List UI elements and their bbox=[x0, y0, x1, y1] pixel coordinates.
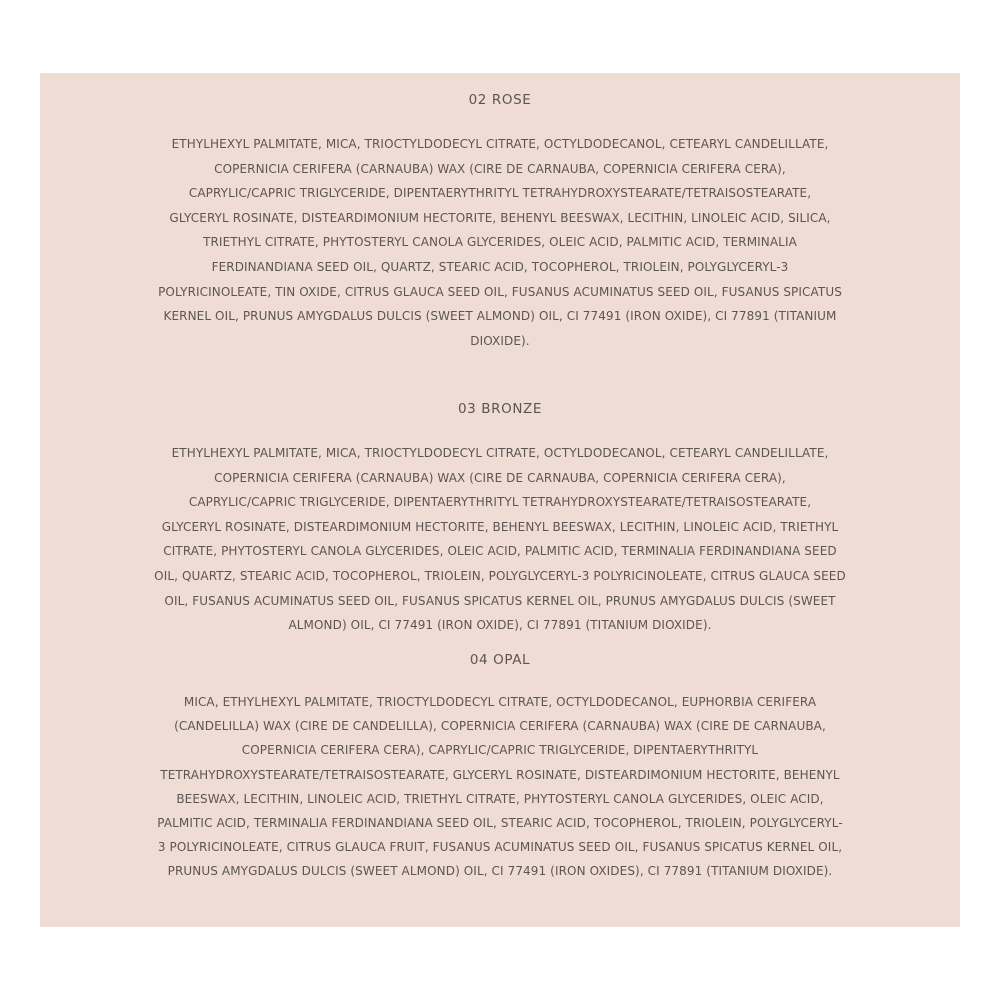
ingredient-line: GLYCERYL ROSINATE, DISTEARDIMONIUM HECTORITE, BEHENYL BEESWAX, LECITHIN, LINOLEIC ACID, SILICA, bbox=[169, 210, 831, 225]
ingredients-panel bbox=[40, 73, 960, 927]
shade-section-bronze bbox=[40, 399, 960, 638]
ingredient-line: DIOXIDE). bbox=[470, 333, 530, 348]
ingredient-line: GLYCERYL ROSINATE, DISTEARDIMONIUM HECTORITE, BEHENYL BEESWAX, LECITHIN, LINOLEIC ACID, TRIETHYL bbox=[161, 519, 839, 534]
ingredient-line: ETHYLHEXYL PALMITATE, MICA, TRIOCTYLDODECYL CITRATE, OCTYLDODECANOL, CETEARYL CANDELILLATE, bbox=[171, 446, 829, 460]
ingredient-list bbox=[40, 441, 960, 638]
ingredient-line: PRUNUS AMYGDALUS DULCIS (SWEET ALMOND) OIL, CI 77491 (IRON OXIDES), CI 77891 (TITANIUM DIOXIDE). bbox=[167, 864, 833, 879]
ingredient-line: 3 POLYRICINOLEATE, CITRUS GLAUCA FRUIT, FUSANUS ACUMINATUS SEED OIL, FUSANUS SPICATUS KERNEL OIL, bbox=[157, 840, 843, 855]
shade-title: 02 ROSE bbox=[468, 92, 532, 108]
ingredient-line: TRIETHYL CITRATE, PHYTOSTERYL CANOLA GLYCERIDES, OLEIC ACID, PALMITIC ACID, TERMINALIA bbox=[203, 235, 797, 250]
shade-title: 03 BRONZE bbox=[457, 401, 542, 417]
ingredient-line: OIL, FUSANUS ACUMINATUS SEED OIL, FUSANUS SPICATUS KERNEL OIL, PRUNUS AMYGDALUS DULCIS (SWEET bbox=[164, 593, 836, 608]
ingredient-line: ETHYLHEXYL PALMITATE, MICA, TRIOCTYLDODECYL CITRATE, OCTYLDODECANOL, CETEARYL CANDELILLATE, bbox=[171, 137, 829, 151]
ingredient-line: CAPRYLIC/CAPRIC TRIGLYCERIDE, DIPENTAERYTHRITYL TETRAHYDROXYSTEARATE/TETRAISOSTEARATE, bbox=[188, 186, 812, 201]
ingredient-line: CAPRYLIC/CAPRIC TRIGLYCERIDE, DIPENTAERYTHRITYL TETRAHYDROXYSTEARATE/TETRAISOSTEARATE, bbox=[188, 495, 812, 510]
shade-section-opal bbox=[40, 650, 960, 884]
ingredient-list bbox=[40, 132, 960, 353]
ingredient-line: MICA, ETHYLHEXYL PALMITATE, TRIOCTYLDODECYL CITRATE, OCTYLDODECANOL, EUPHORBIA CERIFERA bbox=[183, 695, 817, 709]
ingredient-line: BEESWAX, LECITHIN, LINOLEIC ACID, TRIETHYL CITRATE, PHYTOSTERYL CANOLA GLYCERIDES, OLEIC ACID, bbox=[176, 791, 824, 806]
shade-title: 04 OPAL bbox=[469, 652, 531, 668]
ingredient-line: POLYRICINOLEATE, TIN OXIDE, CITRUS GLAUCA SEED OIL, FUSANUS ACUMINATUS SEED OIL, FUSANUS SPICATUS bbox=[158, 284, 842, 299]
ingredient-list bbox=[40, 690, 960, 884]
ingredient-line: TETRAHYDROXYSTEARATE/TETRAISOSTEARATE, GLYCERYL ROSINATE, DISTEARDIMONIUM HECTORITE, BEHENYL bbox=[160, 767, 840, 782]
ingredient-line: COPERNICIA CERIFERA (CARNAUBA) WAX (CIRE DE CARNAUBA, COPERNICIA CERIFERA CERA), bbox=[214, 470, 786, 485]
ingredient-line: FERDINANDIANA SEED OIL, QUARTZ, STEARIC ACID, TOCOPHEROL, TRIOLEIN, POLYGLYCERYL-3 bbox=[211, 259, 789, 274]
ingredient-line: COPERNICIA CERIFERA (CARNAUBA) WAX (CIRE DE CARNAUBA, COPERNICIA CERIFERA CERA), bbox=[214, 161, 786, 176]
ingredient-line: CITRATE, PHYTOSTERYL CANOLA GLYCERIDES, OLEIC ACID, PALMITIC ACID, TERMINALIA FERDINANDIANA SEED bbox=[163, 544, 837, 559]
ingredient-line: (CANDELILLA) WAX (CIRE DE CANDELILLA), COPERNICIA CERIFERA (CARNAUBA) WAX (CIRE DE CARNAUBA, bbox=[174, 719, 826, 734]
ingredient-line: COPERNICIA CERIFERA CERA), CAPRYLIC/CAPRIC TRIGLYCERIDE, DIPENTAERYTHRITYL bbox=[241, 743, 759, 758]
ingredient-line: ALMOND) OIL, CI 77491 (IRON OXIDE), CI 77891 (TITANIUM DIOXIDE). bbox=[288, 618, 712, 633]
ingredient-line: KERNEL OIL, PRUNUS AMYGDALUS DULCIS (SWEET ALMOND) OIL, CI 77491 (IRON OXIDE), CI 77891 (TITANIUM bbox=[163, 309, 837, 324]
ingredient-line: OIL, QUARTZ, STEARIC ACID, TOCOPHEROL, TRIOLEIN, POLYGLYCERYL-3 POLYRICINOLEATE, CITRUS GLAUCA SEED bbox=[154, 568, 846, 583]
shade-section-rose bbox=[40, 90, 960, 353]
ingredient-line: PALMITIC ACID, TERMINALIA FERDINANDIANA SEED OIL, STEARIC ACID, TOCOPHEROL, TRIOLEIN, POLYGLYCERYL- bbox=[157, 816, 843, 831]
